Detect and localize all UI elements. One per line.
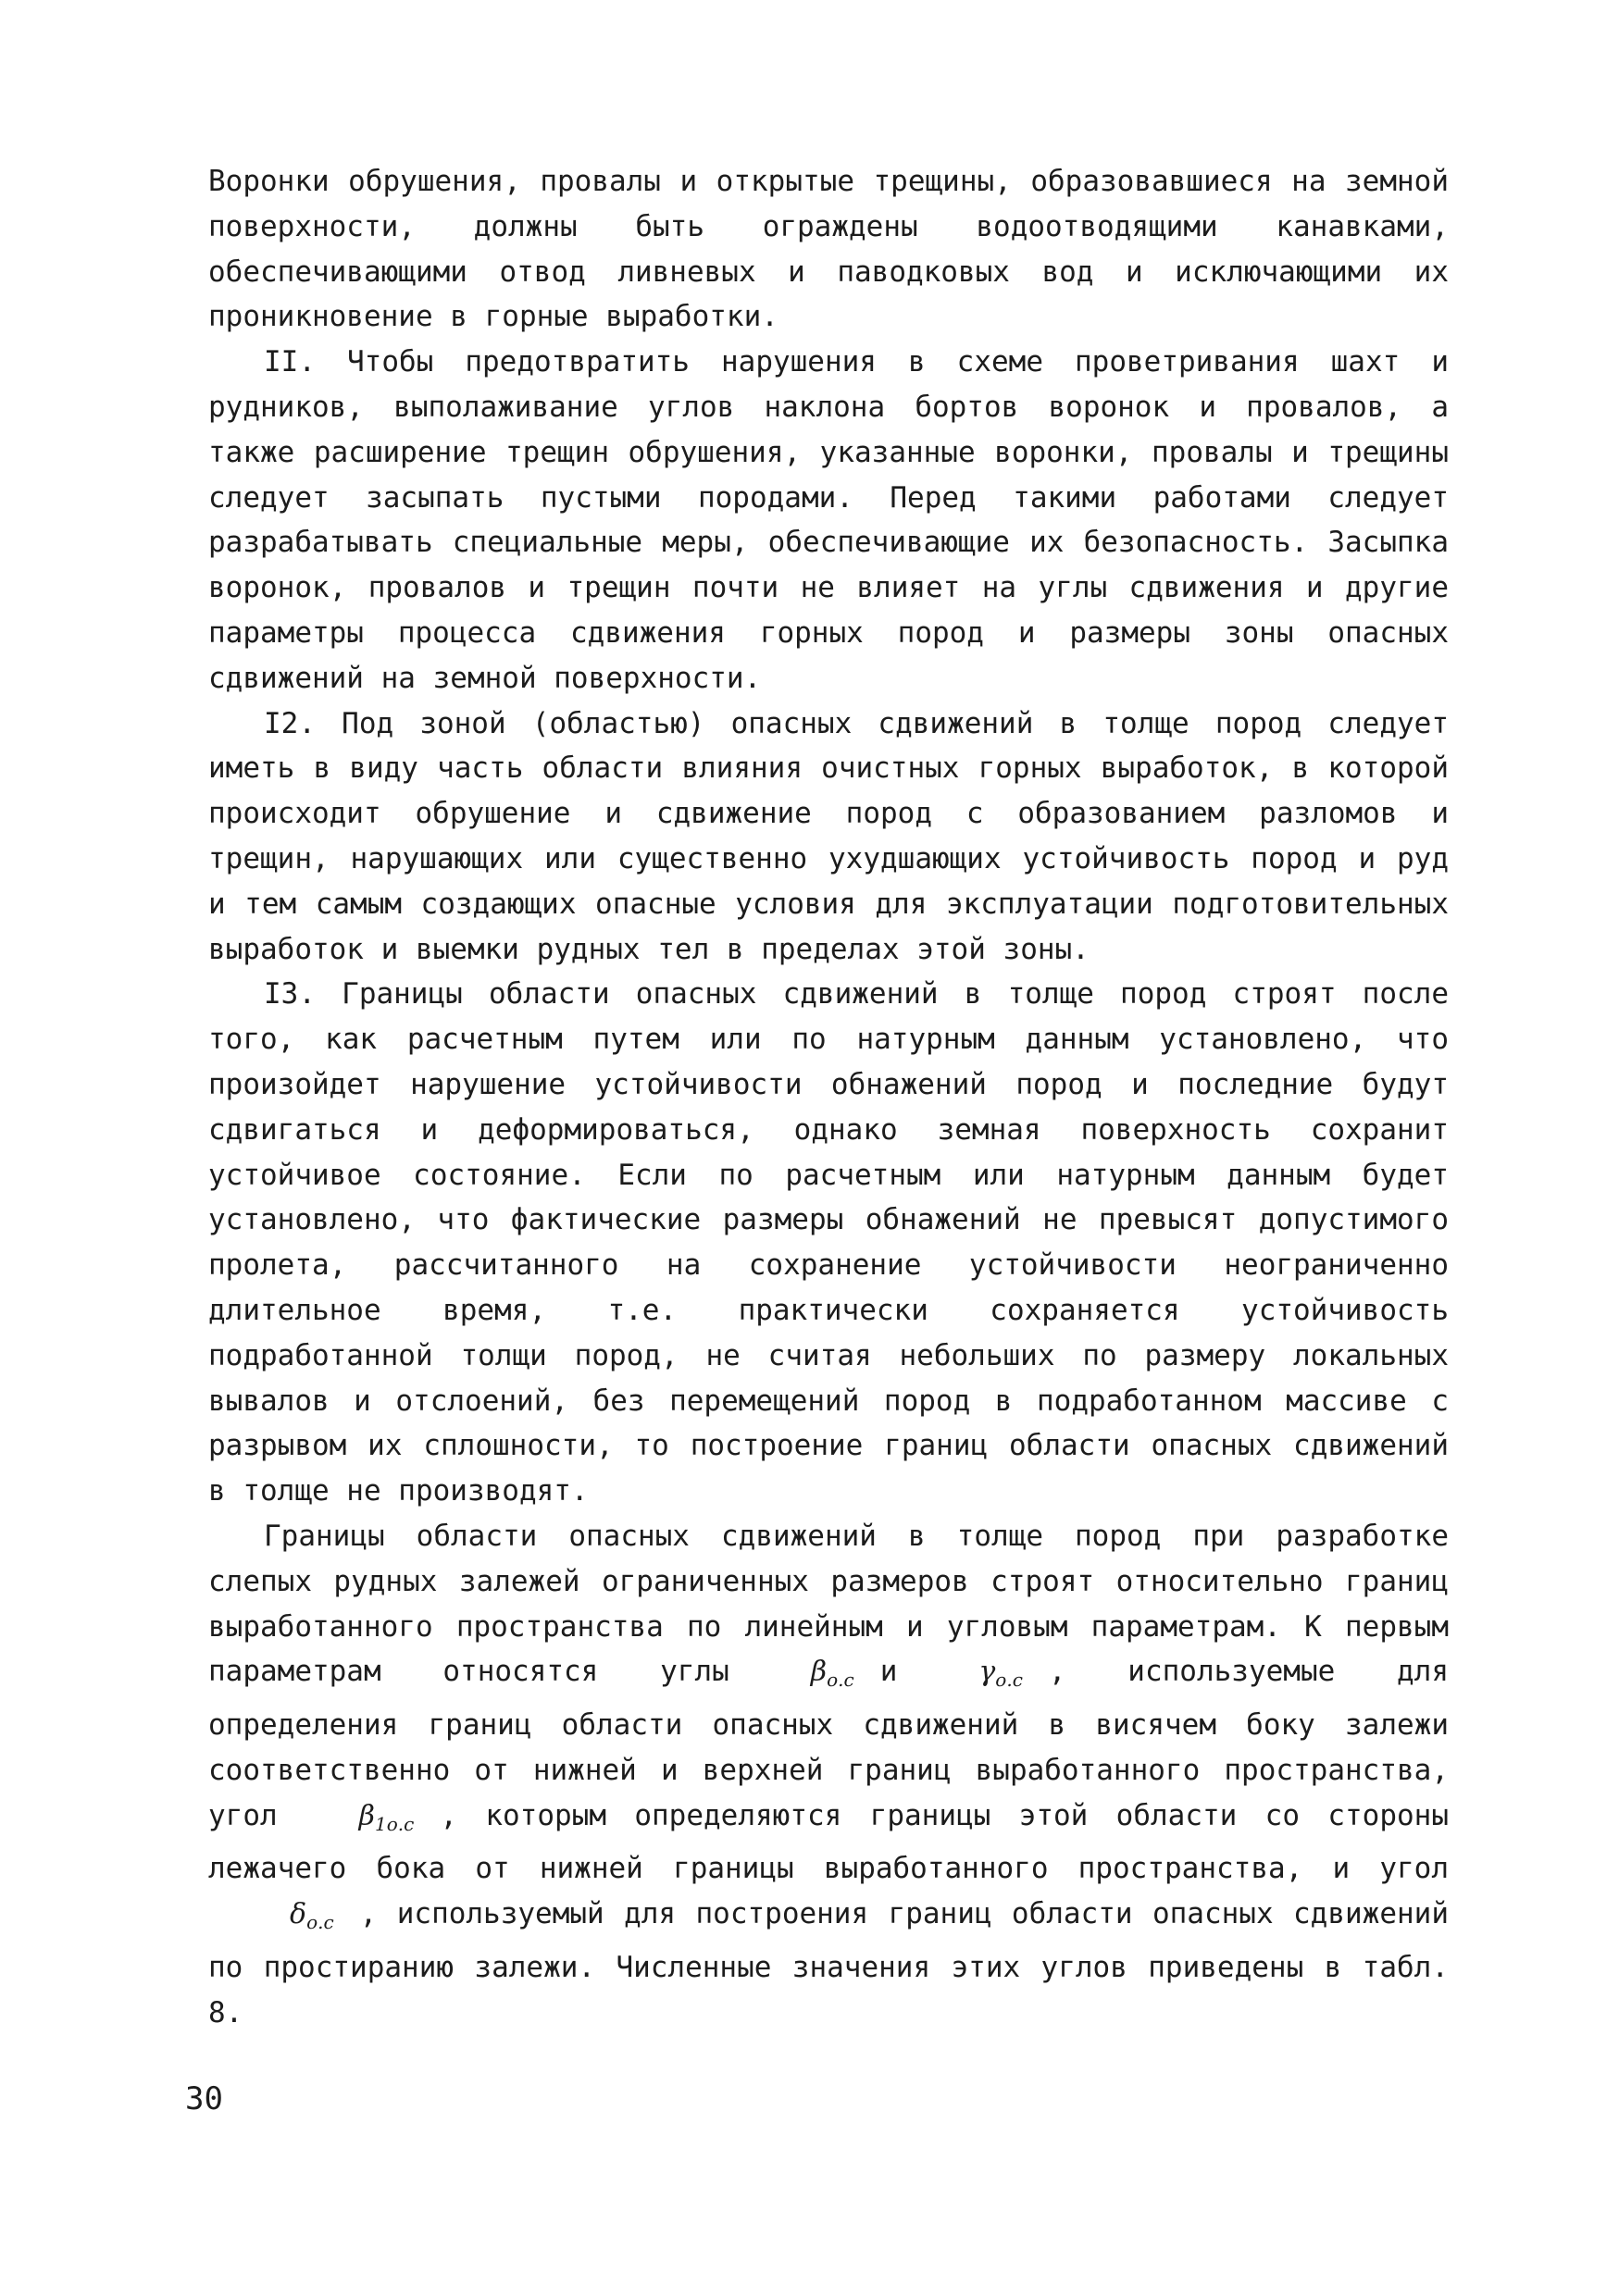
- symbol-subscript: о.с: [827, 1669, 854, 1692]
- symbol-letter: γ: [978, 1656, 996, 1689]
- text-segment: , используемые для определения границ области опасных сдвижений в висячем боку залежи соответственно от нижней и верхней границ выработанного пространства, угол: [208, 1655, 1449, 1832]
- symbol-subscript: о.с: [306, 1911, 334, 1934]
- text-segment: , которым определяются границы этой области со стороны лежачего бока от нижней границы выработанного пространства, и угол: [208, 1798, 1449, 1886]
- paragraph-13: I3. Границы области опасных сдвижений в толще пород строят после того, как расчетным путем или по натурным данным установлено, что произойдет нарушение устойчивости обнажений пород и последние будут сдвигаться и деформироваться, однако земная поверхность сохранит устойчивое состояние. Если по расчетным или натурным данным будет установлено, что фактические размеры обнажений не превысят допустимого пролета, рассчитанного на сохранение устойчивости неограниченно длительное время, т.е. практически сохраняется устойчивость подработанной толщи пород, не считая небольших по размеру локальных вывалов и отслоений, без перемещений пород в подработанном массиве с разрывом их сплошности, то построение границ области опасных сдвижений в толще не производят.: [208, 977, 1449, 1508]
- page-number: 30: [185, 2080, 223, 2117]
- paragraph-continuation: Воронки обрушения, провалы и открытые трещины, образовавшиеся на земной поверхности, должны быть ограждены водоотводящими канавками, обеспечивающими отвод ливневых и паводковых вод и исключающими их проникновение в горные выработки.: [208, 165, 1449, 334]
- symbol-letter: β: [358, 1799, 375, 1832]
- paragraph-12: I2. Под зоной (областью) опасных сдвижений в толще пород следует иметь в виду часть области влияния очистных горных выработок, в которой происходит обрушение и сдвижение пород с образованием разломов и трещин, нарушающих или существенно ухудшающих устойчивость пород и руд и тем самым создающих опасные условия для эксплуатации подготовительных выработок и выемки рудных тел в пределах этой зоны.: [208, 706, 1449, 966]
- symbol-subscript: 1о.с: [375, 1812, 415, 1835]
- paragraph-angles: [208, 1514, 1449, 2036]
- text-segment: и: [879, 1655, 898, 1689]
- symbol-beta-oc: [729, 1650, 880, 1703]
- paragraph-11: II. Чтобы предотвратить нарушения в схеме проветривания шахт и рудников, выполаживание углов наклона бортов воронок и провалов, а также расширение трещин обрушения, указанные воронки, провалы и трещины следует засыпать пустыми породами. Перед такими работами следует разрабатывать специальные меры, обеспечивающие их безопасность. Засыпка воронок, провалов и трещин почти не влияет на углы сдвижения и другие параметры процесса сдвижения горных пород и размеры зоны опасных сдвижений на земной поверхности.: [208, 345, 1449, 695]
- body-text: [208, 159, 1449, 2036]
- symbol-subscript: о.с: [995, 1669, 1023, 1692]
- symbol-letter: β: [810, 1656, 828, 1689]
- text-segment: , используемый для построения границ области опасных сдвижений по простиранию залежи. Численные значения этих углов приведены в табл. 8.: [208, 1897, 1449, 2029]
- symbol-beta1-oc: [278, 1794, 441, 1847]
- text-segment: Границы области опасных сдвижений в толще пород при разработке слепых рудных залежей ограниченных размеров строят относительно границ выработанного пространства по линейным и угловым параметрам. К первым параметрам относятся углы: [208, 1519, 1449, 1689]
- symbol-letter: δ: [290, 1898, 307, 1931]
- symbol-delta-oc: [208, 1893, 360, 1945]
- symbol-gamma-oc: [897, 1650, 1049, 1703]
